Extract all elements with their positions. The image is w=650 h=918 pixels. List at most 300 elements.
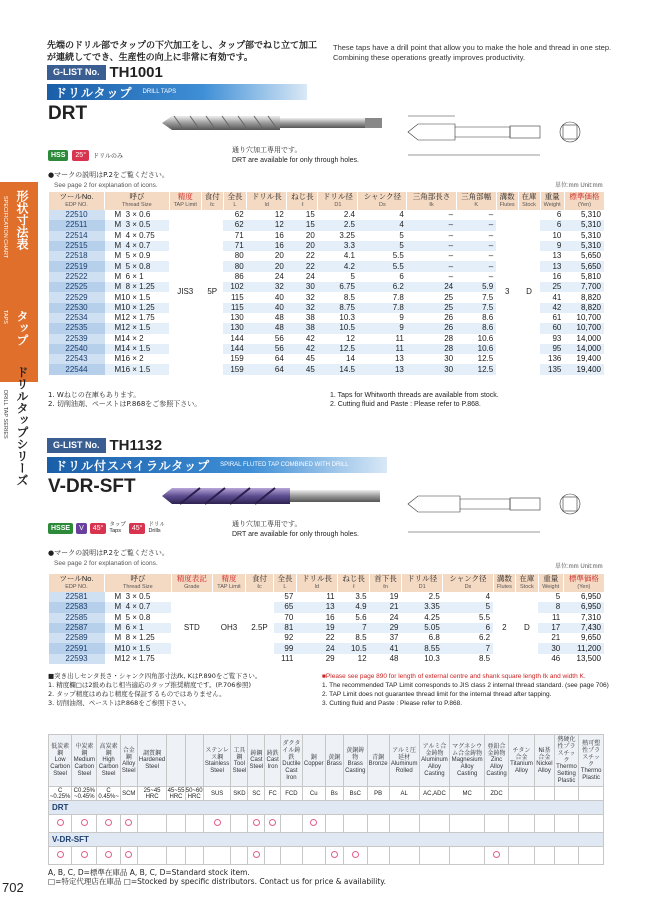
header-en: L (283, 584, 287, 590)
material-cell (485, 847, 509, 865)
cell: 86 (234, 271, 244, 281)
column-header (171, 574, 212, 592)
material-en: Thermo Plastic (580, 767, 602, 781)
header-jp: ツールNo. (59, 574, 94, 583)
cell: 5.5 (392, 251, 404, 261)
column-header (247, 192, 287, 210)
edp-no: 22514 (49, 231, 105, 241)
header-en: ℓc (209, 202, 215, 208)
cell: – (407, 261, 456, 271)
cell: 26 (444, 313, 454, 323)
cell: 71 (234, 230, 244, 240)
drt-footnote-en: 1. Taps for Whitworth threads are available from stock. (330, 392, 499, 399)
cell: 16 (325, 612, 335, 622)
weight: 95 (540, 344, 564, 354)
material-header (137, 735, 167, 787)
price: 9,650 (580, 633, 601, 643)
material-jp: 低炭素鋼 (51, 743, 70, 757)
cell: – (488, 210, 494, 220)
thread-size: M 5 × 0.8 (114, 612, 151, 622)
hss-badge: HSS (48, 150, 68, 161)
cell: 24 (296, 643, 337, 653)
header-en: TAP Limit (217, 584, 241, 590)
material-header (554, 735, 579, 787)
cell: 111 (281, 653, 294, 663)
header-en: ℓ (301, 202, 304, 208)
glist-code: TH1001 (109, 64, 163, 81)
material-en: Brass Casting (345, 760, 366, 774)
cell: 3.25 (339, 230, 355, 240)
cell: 6 (443, 623, 493, 633)
vdr-dimension-drawing (400, 482, 590, 544)
column-header (540, 192, 564, 210)
cell: 6.2 (358, 282, 407, 292)
material-cell (120, 815, 137, 833)
vdr-footnotes-jp (48, 672, 318, 708)
column-header (370, 574, 402, 592)
header-en: K (474, 202, 478, 208)
edp-no: 22540 (49, 344, 105, 354)
page-number: 702 (2, 880, 24, 895)
header-en: ld (314, 584, 320, 590)
drt-banner (47, 84, 307, 100)
material-cell (203, 815, 231, 833)
header-jp: 食付 (252, 574, 267, 583)
column-header (105, 192, 170, 210)
vdr-glist (47, 438, 162, 453)
material-cell (325, 847, 343, 865)
material-cell (120, 847, 137, 865)
cell: 13 (358, 364, 407, 374)
material-code (508, 787, 534, 801)
weight: 93 (552, 333, 562, 343)
cell: 12 (247, 220, 287, 230)
cell: 13 (296, 602, 337, 612)
header-jp: 呼び (130, 574, 146, 583)
vdr-title-jp: ドリル付スパイラルタップ (55, 458, 211, 473)
materials-table (48, 734, 604, 865)
column-header (49, 574, 105, 592)
material-code (579, 787, 604, 801)
cell: 25 (407, 303, 456, 313)
cell: 40 (247, 303, 287, 313)
cell: 4 (358, 220, 407, 230)
cell: 12.5 (477, 354, 494, 364)
cell: 80 (234, 251, 244, 261)
material-code: MC (450, 787, 485, 801)
material-cell (389, 815, 419, 833)
drt-badges (48, 150, 123, 161)
material-header (343, 735, 367, 787)
column-header (169, 192, 201, 210)
cell: 8.6 (456, 323, 496, 333)
vdr-spec-table (48, 574, 604, 664)
cell: 11 (395, 333, 404, 343)
cell: 144 (230, 333, 244, 343)
cell: 80 (223, 261, 247, 271)
material-cell (280, 815, 302, 833)
material-cell (185, 815, 203, 833)
header-jp: ねじ長 (342, 574, 365, 583)
header-jp: 溝数 (496, 574, 512, 583)
cell: 6.8 (428, 633, 440, 643)
material-header (325, 735, 343, 787)
vdr-icons-en: See page 2 for explanation of icons. (54, 560, 158, 567)
material-cell (579, 847, 604, 865)
material-header (367, 735, 389, 787)
drt-footnote-en: 2. Cutting fluid and Paste : Please refer to P.868. (330, 401, 481, 408)
drt-icons-en: See page 2 for explanation of icons. (54, 182, 158, 189)
vdr-note-jp: 通り穴加工専用です。 (232, 520, 302, 528)
cell: 20 (305, 230, 315, 240)
suitability-mark-icon (125, 819, 132, 826)
material-en: Brass (326, 760, 342, 767)
material-header (302, 735, 325, 787)
cell: – (488, 230, 494, 240)
header-jp: 三角部長さ (412, 192, 451, 201)
weight: 13 (540, 261, 564, 271)
material-cell (535, 847, 555, 865)
header-en: L (233, 202, 237, 208)
thread-size: M12 × 1.5 (105, 323, 170, 333)
side-spec-en: SPECIFICATION CHART (2, 196, 8, 259)
thread-size: M12 × 1.75 (114, 313, 155, 323)
weight: 16 (552, 271, 562, 281)
material-cell (579, 815, 604, 833)
cell: 12.5 (456, 364, 496, 374)
material-en: Zinc Alloy Casting (486, 757, 507, 777)
drt-title-jp: ドリルタップ (55, 85, 133, 100)
column-header (49, 192, 105, 210)
cell: 56 (274, 333, 284, 343)
material-header (167, 735, 185, 787)
material-header (231, 735, 248, 787)
cell: 57 (284, 592, 294, 602)
cell: 12 (357, 653, 367, 663)
thread-size: M 4 × 0.75 (114, 230, 155, 240)
edp-no: 22589 (49, 633, 105, 643)
cell: 64 (247, 364, 287, 374)
cell: 159 (230, 354, 244, 364)
edp-no: 22585 (49, 613, 105, 623)
edp-no: 22530 (49, 303, 105, 313)
cell: 19 (296, 623, 337, 633)
cell: 7 (338, 623, 370, 633)
header-en: Thread Size (122, 202, 152, 208)
cell: 38 (305, 313, 315, 323)
edp-no: 22583 (49, 602, 105, 612)
material-code: BsC (343, 787, 367, 801)
material-en: High Carbon Steel (98, 757, 119, 777)
side-taps-en: TAPS (2, 310, 8, 324)
weight: 13 (552, 251, 562, 261)
cell: 5.5 (478, 612, 491, 622)
cell: 2.4 (343, 210, 355, 220)
cell: 19 (389, 592, 399, 602)
material-code: 45~55 HRC (167, 787, 185, 800)
material-cell (248, 847, 265, 865)
column-header (516, 574, 539, 592)
header-en: ℓc (257, 584, 262, 590)
cell: 12 (346, 333, 355, 343)
cell: 32 (305, 292, 315, 302)
cell: 130 (223, 323, 247, 333)
weight: 9 (540, 241, 564, 251)
thread-size: M 6 × 1 (105, 623, 172, 633)
material-cell (265, 847, 281, 865)
suitability-mark-icon (105, 819, 112, 826)
material-code: Bs (325, 787, 343, 801)
cell: 41 (370, 643, 402, 653)
material-jp: ダクタイル鋳鉄 (282, 739, 301, 761)
drt-glist (47, 65, 163, 80)
header-en: Flutes (496, 584, 512, 590)
header-en: (Yen) (577, 202, 591, 208)
cell: 9 (399, 313, 404, 323)
material-jp: 黄銅 (328, 753, 341, 761)
cell: 10.6 (456, 344, 496, 354)
material-cell (72, 847, 97, 865)
material-code: C0.25% ~0.45% (73, 787, 96, 800)
column-header (358, 192, 407, 210)
material-code: Cu (302, 787, 325, 801)
material-header (185, 735, 203, 787)
price: 8,820 (580, 292, 601, 302)
price: 5,310 (580, 230, 601, 240)
cell: 3.5 (355, 592, 367, 602)
column-header (496, 192, 518, 210)
cell: 115 (230, 292, 244, 302)
material-header (508, 735, 534, 787)
drt-footnotes-en (330, 391, 499, 409)
material-code: C 0.45%~ (98, 787, 119, 800)
cell: 62 (223, 220, 247, 230)
column-header (296, 574, 337, 592)
material-en: Cast Steel (249, 757, 264, 770)
cell: 15 (287, 220, 318, 230)
vdr-icons-jp: ●マークの説明はP.2をご覧ください。 (48, 549, 169, 557)
cell: 102 (223, 282, 247, 292)
cell: 24 (389, 612, 399, 622)
material-en: Medium Carbon Steel (73, 757, 96, 777)
tap-angle-en: Taps (109, 528, 121, 534)
tap-angle-badge: 45° (90, 523, 107, 534)
cell: 2.5 (318, 220, 358, 230)
weight: 136 (548, 354, 562, 364)
drill-angle-en: Drills (148, 528, 161, 534)
header-jp: ドリル径 (407, 574, 438, 583)
cell: 81 (274, 623, 297, 633)
material-cell (508, 815, 534, 833)
cell: 5 (443, 602, 493, 612)
edp-no: 22544 (49, 364, 105, 374)
material-code: PB (367, 787, 389, 801)
header-jp: 在庫 (519, 574, 535, 583)
material-code: C ~0.25% (49, 787, 71, 800)
material-header (203, 735, 231, 787)
cell: 48 (274, 313, 284, 323)
thread-size: M 6 × 1 (114, 271, 144, 281)
header-en: EDP NO. (65, 202, 88, 208)
cell: 32 (247, 282, 287, 292)
material-en: Aluminum Rolled (390, 760, 418, 774)
cell: 24 (274, 271, 284, 281)
material-cell (419, 847, 449, 865)
cell: 5 (358, 241, 407, 251)
material-jp: 青銅 (372, 753, 385, 761)
intro-jp: 先端のドリル部でタップの下穴加工をし、タップ部でねじ立て加工が連続してでき、生産性の向上に非常に有効です。 (47, 41, 318, 63)
header-jp: シャンク径 (363, 192, 401, 201)
suitability-mark-icon (310, 819, 317, 826)
drt-note-jp: 通り穴加工専用です。 (232, 146, 302, 154)
cell: 30 (287, 282, 318, 292)
price: 5,310 (580, 210, 601, 220)
column-header (401, 574, 442, 592)
suitability-mark-icon (81, 819, 88, 826)
material-cell (343, 847, 367, 865)
material-jp: Ni基合金 (538, 746, 551, 761)
cell: 3.3 (318, 241, 358, 251)
cell: 4.9 (338, 602, 370, 612)
cell: 7.8 (392, 292, 404, 302)
angle-label: ドリルのみ (93, 153, 124, 160)
cell: 56 (247, 344, 287, 354)
cell: 7 (443, 643, 493, 653)
cell: 48 (389, 653, 399, 663)
header-jp: ねじ長 (291, 192, 314, 201)
hsse-badge: HSSE (48, 523, 73, 534)
suitability-mark-icon (57, 819, 64, 826)
material-cell (72, 815, 97, 833)
material-en: Ductile Cast Iron (282, 760, 301, 781)
vdr-footnote-jp: 1. 精度欄□は2級めねじ相当適応のタップ推奨精度です。(P.706参照) (48, 681, 251, 689)
material-jp: 熱硬化性プラスチック (557, 736, 576, 764)
suitability-mark-icon (81, 851, 88, 858)
column-header (287, 192, 318, 210)
weight: 8 (538, 602, 563, 612)
suitability-mark-icon (331, 851, 338, 858)
drt-dimension-drawing (400, 110, 590, 172)
header-jp: ドリル長 (301, 574, 332, 583)
glist-code: TH1132 (109, 437, 163, 454)
thread-size: M14 × 1.5 (105, 344, 170, 354)
thread-size: M12 × 1.75 (114, 653, 155, 663)
price: 5,310 (564, 241, 604, 251)
vdr-title-en: SPIRAL FLUTED TAP COMBINED WITH DRILL (220, 462, 349, 468)
cell: 42 (305, 333, 315, 343)
material-cell (265, 815, 281, 833)
cell: 4 (399, 210, 404, 220)
cell: 144 (223, 344, 247, 354)
vdr-footnote-en: 3. Cutting fluid and Paste : Please refer to P.868. (322, 700, 463, 707)
column-header (493, 574, 516, 592)
vdr-banner (47, 457, 387, 473)
price: 6,950 (563, 602, 604, 612)
material-jp: 工具鋼 (233, 746, 246, 761)
stock: D (516, 592, 539, 664)
cell: 12.5 (318, 344, 358, 354)
cell: 45 (305, 354, 315, 364)
material-code: 50~60 HRC (185, 787, 203, 800)
header-jp: 精度 (177, 192, 193, 201)
thread-size: M16 × 2 (114, 354, 144, 364)
suitability-mark-icon (125, 851, 132, 858)
cell: 14 (346, 354, 355, 364)
vdr-tool-image (160, 482, 385, 510)
weight: 42 (540, 303, 564, 313)
material-jp: アルミ合金鋳物 (422, 743, 447, 757)
price: 10,700 (564, 323, 604, 333)
weight: 61 (552, 313, 562, 323)
vdr-mat-label: V-DR-SFT (49, 833, 604, 847)
cell: 70 (284, 612, 294, 622)
stock: D (518, 210, 540, 375)
material-en: Titanium Alloy (510, 760, 533, 774)
tap-angle-jp: タップ (109, 522, 126, 528)
header-jp: 呼び (129, 192, 145, 201)
suitability-mark-icon (493, 851, 500, 858)
cell: 40 (274, 292, 284, 302)
material-cell (450, 815, 485, 833)
thread-size: M 8 × 1.25 (105, 282, 170, 292)
material-en: Copper (303, 760, 324, 767)
column-header (105, 574, 172, 592)
cell: 42 (287, 344, 318, 354)
weight: 21 (551, 633, 561, 643)
cell: 28 (444, 333, 454, 343)
vdr-footnote-jp: ■突き出しセンタ長さ・シャンク四角部寸法ℓk, KはP.890をご覧下さい。 (48, 672, 262, 680)
thread-size: M10 × 1.5 (105, 643, 172, 653)
cell: 10.5 (338, 643, 370, 653)
drt-tool-image (160, 110, 385, 136)
legend-line2: □=特定代理店在庫品 □=Stocked by specific distributors. Contact us for price & availability. (48, 877, 387, 886)
material-code: 25~45 HRC (137, 787, 167, 801)
cell: 45 (287, 364, 318, 374)
thread-size: M14 × 2 (114, 333, 144, 343)
header-en: Weight (543, 202, 561, 208)
edp-no: 22587 (49, 623, 105, 633)
material-en: Alloy Steel (121, 760, 136, 774)
cell: 62 (234, 210, 244, 220)
material-cell (485, 815, 509, 833)
cell: – (456, 220, 496, 230)
cell: 37 (389, 633, 399, 643)
material-jp: チタン合金 (512, 746, 531, 761)
price: 7,700 (564, 282, 604, 292)
price: 5,310 (564, 220, 604, 230)
material-en: Nickel Alloy (536, 760, 553, 774)
cell: 92 (284, 633, 294, 643)
suitability-mark-icon (352, 851, 359, 858)
cell: 30 (444, 354, 454, 364)
price: 7,430 (563, 623, 604, 633)
cell: 13 (394, 354, 404, 364)
material-en: Bronze (368, 760, 388, 767)
material-jp: アルミ圧延材 (392, 746, 417, 761)
cell: 8.5 (343, 292, 355, 302)
weight: 135 (540, 364, 564, 374)
table-row (49, 592, 605, 602)
material-jp: 鋳鋼 (250, 750, 263, 757)
column-header (245, 574, 273, 592)
material-cell (137, 815, 167, 833)
edp-no: 22593 (49, 654, 105, 664)
cell: 24 (407, 282, 456, 292)
thread-size: M10 × 1.5 (114, 292, 151, 302)
material-cell (185, 847, 203, 865)
material-cell (231, 847, 248, 865)
material-header (72, 735, 97, 787)
